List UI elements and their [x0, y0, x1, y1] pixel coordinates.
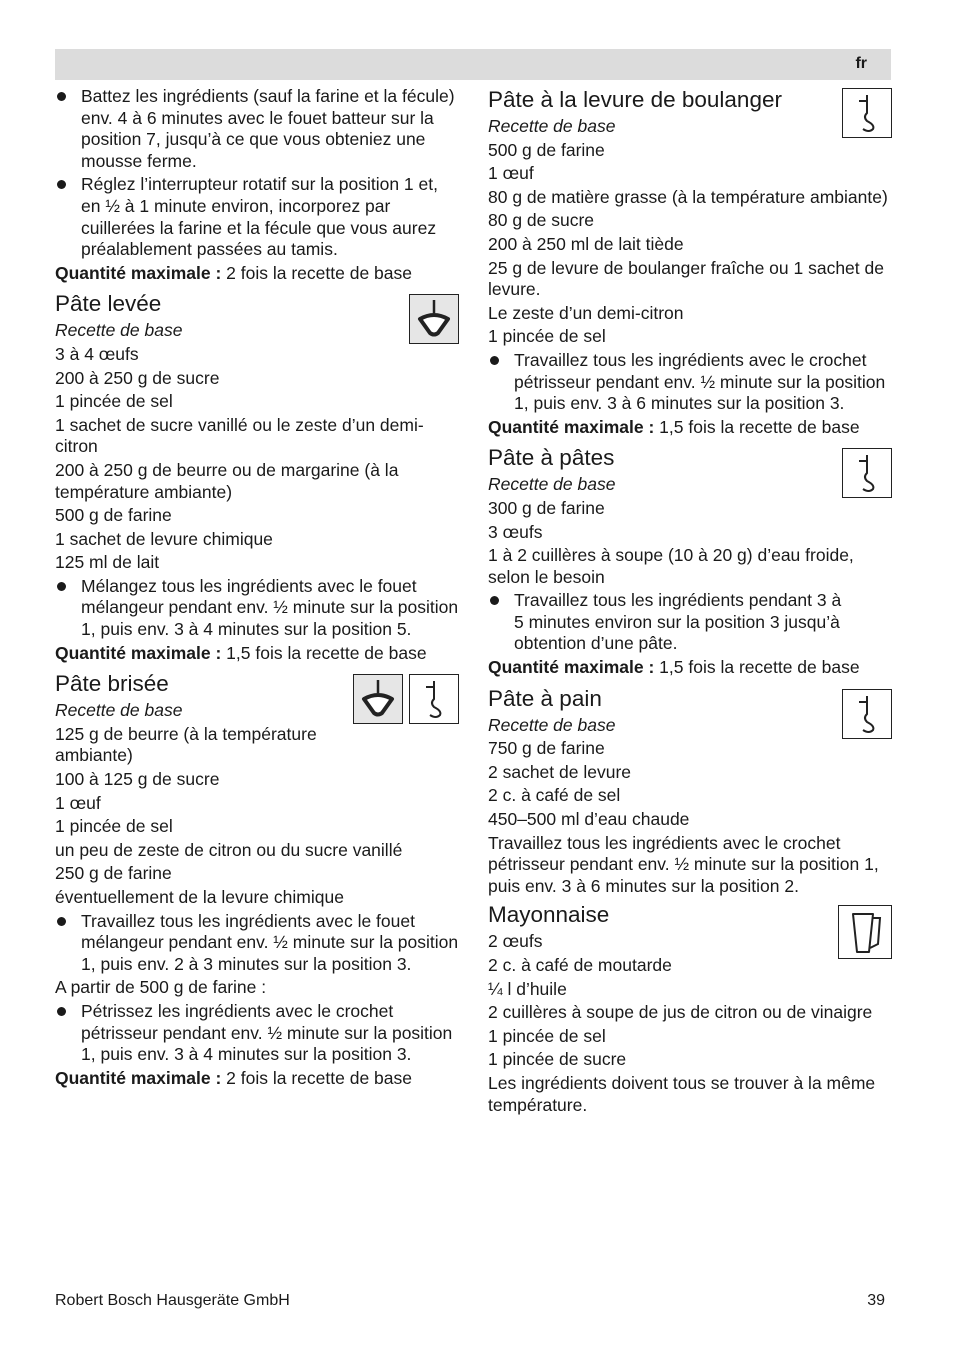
section-subtitle: Recette de base [488, 116, 616, 136]
ingredient-line: 80 g de matière grasse (à la température ambiante) [488, 186, 888, 207]
ingredient-line: 500 g de farine [488, 139, 605, 160]
page-number: 39 [867, 1292, 885, 1309]
whisk-mixer-icon [409, 294, 459, 344]
section-title: Mayonnaise [488, 902, 610, 928]
ingredient-line: 200 à 250 ml de lait tiède [488, 233, 684, 254]
section-title: Pâte levée [55, 291, 162, 317]
instruction-bullet: Travaillez tous les ingrédients pendant 3 à 5 minutes environ sur la position 3 jusqu’à obtention d’une pâte. [488, 590, 894, 655]
ingredient-line: 300 g de farine [488, 497, 605, 518]
section-title: Pâte à pâtes [488, 445, 615, 471]
qty-value: 1,5 fois la recette de base [654, 657, 860, 678]
qty-label: Quantité maximale : [55, 642, 222, 663]
ingredient-line: 25 g de levure de boulanger fraîche ou 1 sachet de levure. [488, 257, 884, 300]
kneading-hook-icon [842, 88, 892, 138]
blender-jug-icon [838, 905, 892, 959]
intro-bullet-2: Réglez l’interrupteur rotatif sur la position 1 et, en ½ à 1 minute environ, incorporez par cuillerées la farine et la fécule que vous aurez préalablement passées au tamis. [55, 174, 461, 260]
ingredient-line: 125 g de beurre (à la température ambiante) [55, 723, 317, 766]
qty-label: Quantité maximale : [55, 262, 222, 283]
kneading-hook-icon [842, 448, 892, 498]
ingredient-line: 1 pincée de sel [488, 326, 606, 347]
ingredient-line: ¼ l d’huile [488, 978, 567, 999]
section-pate-levee [55, 290, 461, 664]
instruction-text: Les ingrédients doivent tous se trouver à la même température. [488, 1072, 876, 1115]
footer-company: Robert Bosch Hausgeräte GmbH [55, 1292, 290, 1309]
appliance-icons [409, 294, 459, 344]
qty-label: Quantité maximale : [55, 1067, 222, 1088]
max-quantity [55, 1068, 461, 1090]
ingredient-line: 1 œuf [488, 163, 534, 184]
ingredient-line: 200 à 250 g de sucre [55, 367, 220, 388]
qty-label: Quantité maximale : [488, 416, 655, 437]
qty-value: 1,5 fois la recette de base [654, 416, 860, 437]
max-quantity [488, 417, 894, 439]
instruction-bullet: Mélangez tous les ingrédients avec le fouet mélangeur pendant env. ½ minute sur la position 1, puis env. 3 à 4 minutes sur la position 5. [55, 576, 461, 641]
instruction-bullet: Travaillez tous les ingrédients avec le crochet pétrisseur pendant env. ½ minute sur la position 1, puis env. 3 à 6 minutes sur la position 3. [488, 350, 894, 415]
appliance-icons [353, 674, 459, 724]
appliance-icons [838, 905, 892, 959]
qty-value: 1,5 fois la recette de base [221, 642, 427, 663]
note-line: A partir de 500 g de farine : [55, 977, 267, 998]
ingredient-line: 2 sachet de levure [488, 761, 632, 782]
ingredient-line: 750 g de farine [488, 738, 605, 759]
ingredient-line: 450–500 ml d’eau chaude [488, 809, 690, 830]
section-subtitle: Recette de base [488, 474, 616, 495]
section-subtitle: Recette de base [488, 714, 616, 735]
section-mayonnaise [488, 901, 894, 1116]
ingredient-line: 2 c. à café de moutarde [488, 955, 672, 975]
instruction-text: Travaillez tous les ingrédients avec le crochet pétrisseur pendant env. ½ minute sur la position 1, puis env. 3 à 6 minutes sur la position 2. [488, 832, 879, 896]
ingredient-line: 1 pincée de sel [55, 391, 173, 412]
appliance-icons [842, 88, 892, 138]
ingredient-line: 2 œufs [488, 931, 543, 952]
kneading-hook-icon [842, 689, 892, 739]
ingredient-line: 3 œufs [488, 521, 543, 542]
intro-max-quantity [55, 263, 461, 285]
header-bar [55, 49, 891, 80]
instruction-bullet: Pétrissez les ingrédients avec le crochet pétrisseur pendant env. ½ minute sur la position 1, puis env. 3 à 4 minutes sur la position 3. [55, 1001, 461, 1066]
ingredient-line: 3 à 4 œufs [55, 343, 139, 364]
appliance-icons [842, 448, 892, 498]
qty-label: Quantité maximale : [488, 657, 655, 678]
ingredient-line: 1 à 2 cuillères à soupe (10 à 20 g) d’eau froide, selon le besoin [488, 545, 854, 587]
right-column [488, 86, 894, 1118]
instruction-bullet: Travaillez tous les ingrédients avec le fouet mélangeur pendant env. ½ minute sur la position 1, puis env. 2 à 3 minutes sur la position 3. [55, 911, 461, 976]
section-subtitle: Recette de base [55, 700, 183, 721]
ingredient-line: 250 g de farine [55, 863, 172, 884]
language-label: fr [855, 55, 867, 72]
max-quantity [488, 657, 894, 679]
ingredient-line: Le zeste d’un demi-citron [488, 302, 684, 323]
whisk-mixer-icon [353, 674, 403, 724]
appliance-icons [842, 689, 892, 739]
left-column [55, 86, 461, 1095]
section-pate-pates [488, 444, 894, 678]
ingredient-line: 1 pincée de sel [55, 816, 173, 837]
section-pate-pain [488, 685, 894, 898]
ingredient-line: 1 pincée de sel [488, 1025, 606, 1046]
section-subtitle: Recette de base [55, 320, 183, 341]
ingredient-line: 80 g de sucre [488, 210, 595, 231]
section-title: Pâte à pain [488, 685, 602, 711]
ingredient-line: 100 à 125 g de sucre [55, 769, 220, 790]
ingredient-line: 1 œuf [55, 792, 101, 813]
ingredient-line: un peu de zeste de citron ou du sucre vanillé [55, 839, 403, 860]
max-quantity [55, 643, 461, 665]
ingredient-line: 200 à 250 g de beurre ou de margarine (à la température ambiante) [55, 459, 399, 502]
ingredient-line: 1 pincée de sucre [488, 1049, 627, 1070]
ingredient-line: éventuellement de la levure chimique [55, 887, 344, 907]
section-title: Pâte brisée [55, 671, 169, 697]
section-pate-brisee [55, 670, 461, 1089]
ingredient-line: 2 c. à café de sel [488, 785, 621, 806]
ingredient-line: 1 sachet de sucre vanillé ou le zeste d’un demi-citron [55, 414, 424, 457]
ingredient-line: 125 ml de lait [55, 552, 160, 573]
ingredient-line: 500 g de farine [55, 505, 172, 526]
qty-value: 2 fois la recette de base [221, 262, 412, 283]
section-levure-boulanger [488, 86, 894, 438]
kneading-hook-icon [409, 674, 459, 724]
qty-value: 2 fois la recette de base [221, 1067, 412, 1088]
intro-bullet-1: Battez les ingrédients (sauf la farine et la fécule) env. 4 à 6 minutes avec le fouet batteur sur la position 7, jusqu’à ce que vous obteniez une mousse ferme. [55, 86, 461, 172]
section-title: Pâte à la levure de boulanger [488, 87, 782, 112]
ingredient-line: 2 cuillères à soupe de jus de citron ou de vinaigre [488, 1002, 873, 1023]
ingredient-line: 1 sachet de levure chimique [55, 528, 273, 549]
